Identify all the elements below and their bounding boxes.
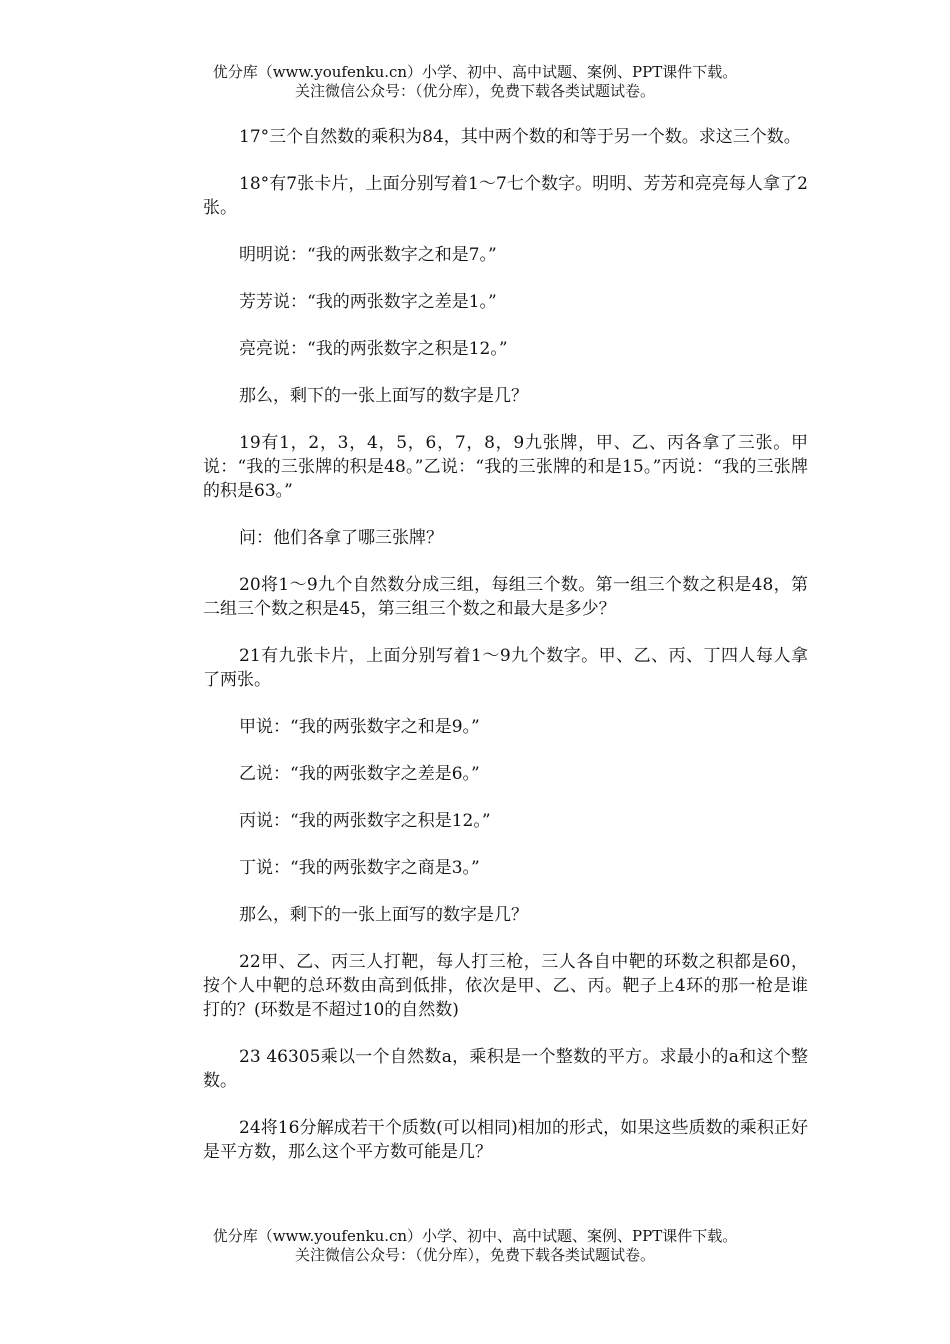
header-line-2: 关注微信公众号：（优分库），免费下载各类试题试卷。 [294, 82, 655, 100]
problem-21-question: 那么，剩下的一张上面写的数字是几？ [239, 905, 528, 925]
problem-18-liangliang: 亮亮说：“我的两张数字之积是12。” [239, 339, 508, 359]
problem-23: 23 46305乘以一个自然数a，乘积是一个整数的平方。求最小的a和这个整数。 [203, 1047, 808, 1091]
problem-19: 19有1，2，3，4，5，6，7，8，9九张牌，甲、乙、丙各拿了三张。甲说：“我的三张牌的积是48。”乙说：“我的三张牌的和是15。”丙说：“我的三张牌的积是63。” [203, 433, 808, 501]
problem-18-mingming: 明明说：“我的两张数字之和是7。” [239, 245, 497, 265]
header-line-1: 优分库（www.youfenku.cn）小学、初中、高中试题、案例、PPT课件下载。 [212, 63, 738, 81]
page-header [0, 63, 950, 101]
problem-19-question: 问：他们各拿了哪三张牌？ [239, 528, 443, 548]
footer-line-2: 关注微信公众号：（优分库），免费下载各类试题试卷。 [294, 1246, 655, 1264]
problem-17: 17°三个自然数的乘积为84，其中两个数的和等于另一个数。求这三个数。 [239, 127, 801, 147]
problem-21-bing: 丙说：“我的两张数字之积是12。” [239, 811, 491, 831]
problem-21-ding: 丁说：“我的两张数字之商是3。” [239, 858, 480, 878]
problem-21-yi: 乙说：“我的两张数字之差是6。” [239, 764, 480, 784]
problem-18-question: 那么，剩下的一张上面写的数字是几？ [239, 386, 528, 406]
problem-20: 20将1～9九个自然数分成三组，每组三个数。第一组三个数之积是48，第二组三个数之积是45，第三组三个数之和最大是多少？ [203, 575, 808, 619]
problem-24: 24将16分解成若干个质数(可以相同)相加的形式，如果这些质数的乘积正好是平方数，那么这个平方数可能是几？ [203, 1118, 808, 1162]
problem-21-jia: 甲说：“我的两张数字之和是9。” [239, 717, 480, 737]
page-footer [0, 1227, 950, 1265]
problem-22: 22甲、乙、丙三人打靶，每人打三枪，三人各自中靶的环数之积都是60，按个人中靶的总环数由高到低排，依次是甲、乙、丙。靶子上4环的那一枪是谁打的？(环数是不超过10的自然数) [203, 952, 808, 1020]
problem-18-fangfang: 芳芳说：“我的两张数字之差是1。” [239, 292, 497, 312]
footer-line-1: 优分库（www.youfenku.cn）小学、初中、高中试题、案例、PPT课件下载。 [212, 1227, 738, 1245]
document-body [203, 125, 808, 1187]
problem-18: 18°有7张卡片，上面分别写着1～7七个数字。明明、芳芳和亮亮每人拿了2张。 [203, 174, 808, 218]
problem-21: 21有九张卡片，上面分别写着1～9九个数字。甲、乙、丙、丁四人每人拿了两张。 [203, 646, 808, 690]
